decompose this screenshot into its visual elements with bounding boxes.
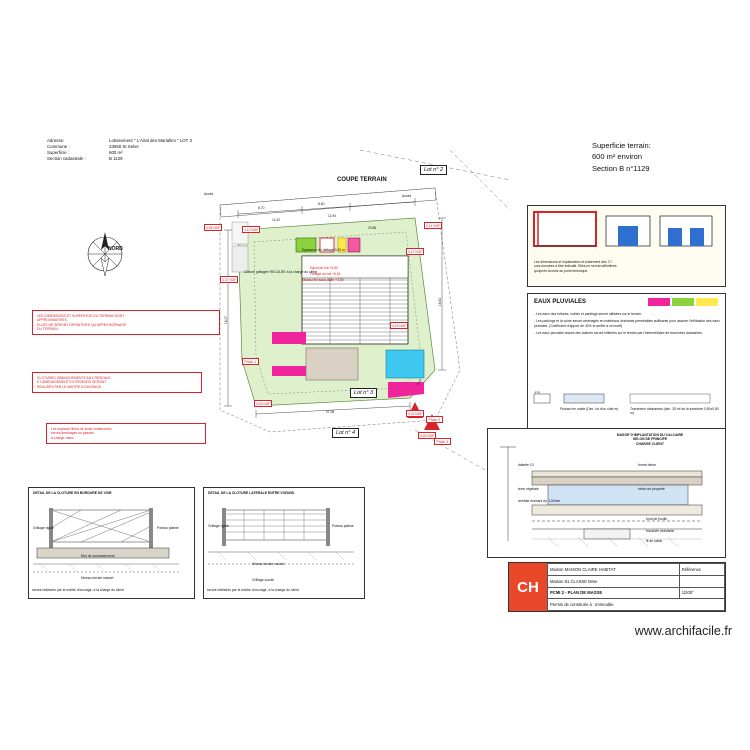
note-dimensions [32, 310, 220, 335]
calcaire-title-line: CHARGE CLIENT [636, 441, 664, 446]
note-line: Les espaces libres de toute construction [51, 427, 112, 431]
altitude-callout: 4,27 NGF [408, 249, 423, 254]
note-clotures-reseaux [32, 372, 202, 393]
note-line: A charge client. [51, 435, 75, 440]
level-text: Egout du toit +6,60 [310, 266, 338, 270]
facade-detail-block [527, 205, 726, 287]
info-key: Adresse: [47, 138, 65, 143]
detail1-label: Niveau terrain naturel [81, 576, 114, 580]
compass-rose [75, 222, 135, 282]
note-line: REALISES PAR LE MAITRE D'OUVRAGE. [37, 384, 103, 389]
info-row [47, 156, 194, 162]
cloture-laterale-detail [203, 487, 365, 599]
dimension-text: 11,94 [328, 214, 337, 218]
lot-label-4: Lot n° 4 [332, 428, 359, 438]
detail1-label: Mur de soubassement [81, 554, 115, 558]
terrain-info-line-1: Superficie terrain: [592, 141, 651, 150]
calcaire-title-line: MASSIF D'IMPLANTATION DU CALCAIRE [616, 433, 684, 437]
dimension-text: 16,64 [438, 297, 443, 307]
calcaire-label: remblai drainant ép. 100mm [518, 499, 561, 503]
note-line: APPROXIMATIVES. [37, 318, 68, 323]
watermark: www.archifacile.fr [634, 624, 732, 638]
altitude-callout: 4,14 NGF [426, 223, 441, 228]
titleblock-cell: Permis de construire à : immeuble [548, 599, 725, 611]
lot-label-2: Lot n° 2 [420, 165, 447, 175]
titleblock-cell: 1/200° [679, 587, 724, 599]
plan-section-title: COUPE TERRAIN [337, 177, 387, 183]
detail1-title: DETAIL DE LA CLOTURE EN BORDURE DE VOIE [33, 491, 112, 495]
note-line: DU TERRAIN. [37, 326, 59, 331]
terrain-info-line-2: 600 m² environ [592, 152, 643, 162]
info-value: Lotissement " L'Airal des Marialles " LOT 3 [109, 138, 192, 143]
level-text: Niveau fini sous dalle +4,00 [302, 278, 344, 282]
altitude-callout: 4,02 NGF [420, 433, 435, 438]
detail1-footer: seront réalisées par le maître d'ouvrage, à la charge du client [32, 588, 124, 592]
access-label: Accès [402, 194, 412, 198]
dimension-text: 11,00 [272, 218, 281, 222]
cloture-voie-detail [28, 487, 195, 599]
dimension-text: 9,44 [415, 378, 423, 386]
note-line: ET AMENAGEMENT EXTERIEURS SERONT [37, 380, 107, 385]
massif-calcaire-block [487, 428, 726, 558]
note-line: LES DIMENSIONS ET SUPERFICIE DU TERRAIN SONT [37, 314, 125, 318]
detail2-label: Grillage soudé [252, 578, 274, 582]
info-value: 33650 St Selve [109, 144, 139, 149]
dimension-text: 18,27 [224, 315, 229, 325]
photo-callout-3: Photo 3 [434, 438, 451, 445]
detail1-label: Poteau platine [157, 526, 179, 530]
calcaire-label: fond de fouille [646, 517, 668, 521]
dimension-text: 27,08 [326, 410, 335, 414]
detail1-label: Grillage rigide [33, 526, 54, 530]
block-top-line: qu'après la mise au point technique. [534, 268, 589, 273]
calcaire-label: lit de sable [646, 539, 663, 543]
altitude-callout: 4,02 NGF [408, 411, 423, 416]
eaux-legend-left: Puisard en sable (Dim. lot d'un côté m) [560, 407, 619, 411]
detail2-label: Poteau platine [332, 524, 354, 528]
block-top-line: sont données à titre indicatif. Elles ne seront définitives [534, 264, 617, 269]
block-top-note [534, 260, 720, 273]
note-line: ELLES NE SERONT DEFINITIVES QU'APRES BORNAGE [37, 322, 127, 327]
detail2-label: Grillage rigide [208, 524, 229, 528]
detail2-label: Niveau terrain naturel [252, 562, 285, 566]
dimension-text: 8,70 [258, 206, 265, 210]
access-label: Accès [204, 192, 214, 196]
compass-label: NORD [108, 246, 123, 252]
company-logo: CH [509, 563, 547, 611]
note-line: CLOTURES, BRANCHEMENTS AUX RESEAUX, [37, 376, 112, 380]
note-cloture-reculee: Clôture grillagée RECULÉE à la charge du client [244, 270, 317, 274]
calcaire-label: terre végétale [518, 487, 539, 491]
calcaire-label: dallette 10 [518, 463, 534, 467]
calcaire-label: forme béton [638, 463, 657, 467]
titleblock-cell: Référence [679, 564, 724, 576]
altitude-callout: 4,10 NGF [244, 227, 259, 232]
calcaire-label: tranchée drainante [646, 529, 675, 533]
titleblock-cell: PCMI 2 - PLAN DE MASSE [548, 587, 680, 599]
eaux-paragraph: - Les eaux des toitures, voiries et parkings seront utilisées sur le terrain. [534, 312, 642, 316]
eaux-pluviales-title: EAUX PLUVIALES [534, 299, 587, 305]
info-key: Superficie : [47, 150, 69, 155]
titleblock-cell: Maison MAISON CLAIRE HABITAT [548, 564, 680, 576]
calcaire-title-line: SELON DE PRINCIPE [632, 437, 668, 442]
terrain-info [592, 140, 732, 174]
project-info-block [47, 138, 262, 162]
altitude-callout: 4,23 NGF [392, 323, 407, 328]
level-text: Epaisseur du dallage 0,20 m [302, 248, 345, 252]
note-line: seront aménagés ou plantés. [51, 431, 95, 436]
eaux-pluviales-block [527, 293, 726, 430]
detail2-footer: seront réalisées par le maître d'ouvrage, à la charge du client [207, 588, 299, 592]
titleblock-cell: Maison 81 CLASSE Mme [548, 575, 680, 587]
info-key: Commune : [47, 144, 70, 149]
title-block [508, 562, 726, 612]
dimension-text: 29,85 [368, 226, 377, 230]
terrain-info-line-3: Section B n°1129 [592, 163, 650, 173]
dimension-text: 8,60 [318, 202, 325, 206]
info-key: Section cadastrale : [47, 156, 86, 161]
eaux-paragraph: - Les eaux pluviales issues des toitures seront infiltrées sur le terrain par l'intermédiaire de tranchées drainantes. [534, 330, 703, 335]
info-value: B 1129 [109, 156, 123, 161]
calcaire-label: béton de propreté [638, 487, 665, 491]
note-espaces-libres [46, 423, 206, 444]
level-text: Faîtage du toit +8,34 [310, 272, 341, 276]
detail2-title: DETAIL DE LA CLOTURE LATERALE ENTRE VOISINS [208, 491, 295, 495]
photo-callout-1: Photo 1 [242, 358, 259, 365]
altitude-callout: 3,37 NGF [222, 277, 237, 282]
altitude-callout: 4,65 NGF [206, 225, 221, 230]
altitude-callout: 3,02 NGF [256, 401, 271, 406]
photo-callout-2: Photo 2 [426, 416, 443, 423]
lot-label-3: Lot n° 3 [350, 388, 377, 398]
eaux-paragraph: - Les parkings et la voirie seront aménagés en matériaux drainants perméables suffisante pour assurer l'infiltration des eaux pluviales. (Coefficient d'apport de 40% et arrêté à ce motif) [534, 319, 720, 328]
info-value: 600 m² [109, 150, 123, 155]
eaux-legend-right: Tranchées drainantes (dim. 25 ml de la tranchée 0,50x0,50 m) [630, 407, 719, 416]
site-plan [204, 167, 485, 470]
block-top-line: Les dimensions et implantation et traitement des C? [534, 260, 613, 264]
titleblock-cell [679, 575, 724, 587]
eaux-legend-tag: F.P. [535, 391, 541, 395]
